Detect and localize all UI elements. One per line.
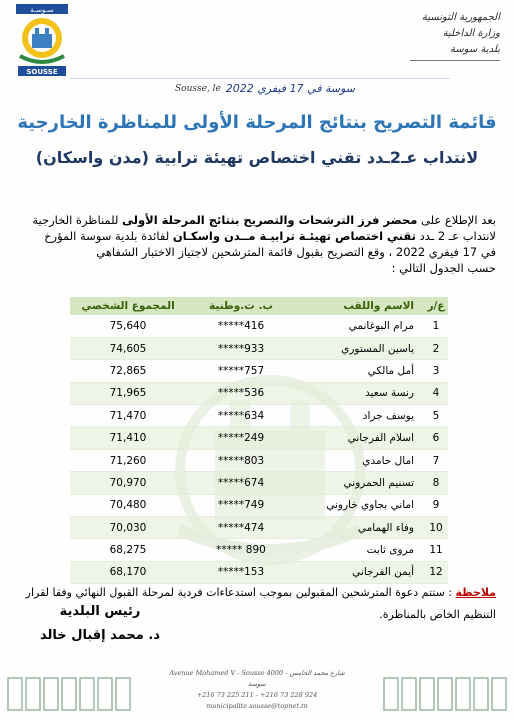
- cell-name: رنسة سعيد: [296, 382, 424, 404]
- sousse-logo-icon: [14, 4, 70, 78]
- table-row: [70, 517, 448, 539]
- intro-text: للمناظرة الخارجية: [32, 213, 123, 227]
- col-header-id: ب. ت.وطنية: [186, 297, 296, 315]
- cell-id: 536*****: [186, 382, 296, 404]
- cell-score: 68,275: [70, 539, 186, 561]
- footer-ornament-icon: [368, 674, 508, 714]
- footer-address: Avenue Mohamed V - Sousse 4000 شارع محمد الخامس - سوسة: [169, 669, 345, 688]
- note-label: ملاحظة: [455, 586, 496, 599]
- cell-name: وفاء الهمامي: [296, 517, 424, 539]
- document-subtitle: لانتداب عـ2ـدد تقني اختصاص تهيئة ترابية (مدن واسكان): [35, 148, 479, 167]
- cell-id: 674*****: [186, 472, 296, 494]
- cell-name: مرام البوغانمي: [296, 315, 424, 337]
- cell-name: أيمن الفرجاني: [296, 561, 424, 583]
- cell-number: 2: [424, 337, 448, 359]
- col-header-number: ع/ر: [424, 297, 448, 315]
- cell-name: اماني بجاوي خاروني: [296, 494, 424, 516]
- intro-paragraph: [22, 212, 496, 276]
- cell-number: 4: [424, 382, 448, 404]
- cell-number: 9: [424, 494, 448, 516]
- footer-ornament-icon: [6, 674, 146, 714]
- cell-number: 5: [424, 405, 448, 427]
- table-header-row: [70, 297, 448, 315]
- intro-text: بعد الإطلاع على: [417, 213, 496, 227]
- cell-id: 890 *****: [186, 539, 296, 561]
- cell-number: 6: [424, 427, 448, 449]
- cell-name: أمل مالكي: [296, 360, 424, 382]
- dateline-french: Sousse, le: [175, 84, 221, 94]
- cell-id: 933*****: [186, 337, 296, 359]
- note-line-1: [22, 582, 496, 604]
- table-row: [70, 427, 448, 449]
- col-header-name: الاسم واللقب: [296, 297, 424, 315]
- dateline: [175, 82, 355, 98]
- table-row: [70, 315, 448, 337]
- cell-score: 71,965: [70, 382, 186, 404]
- cell-name: تسنيم الحمروني: [296, 472, 424, 494]
- table-row: [70, 494, 448, 516]
- cell-score: 68,170: [70, 561, 186, 583]
- document-title: قائمة التصريح بنتائج المرحلة الأولى للمناظرة الخارجية: [17, 112, 497, 133]
- intro-line-1: [22, 212, 496, 228]
- intro-line-3: في 17 فيفري 2022 ، وقع التصريح بقبول قائمة المترشحين لاجتياز الاختبار الشفاهي: [96, 245, 496, 259]
- cell-score: 71,410: [70, 427, 186, 449]
- cell-number: 12: [424, 561, 448, 583]
- cell-score: 71,260: [70, 449, 186, 471]
- intro-line-2: [22, 228, 496, 244]
- intro-bold-text: تقني اختصاص تهيئـة ترابيـة مــدن واسكـان: [172, 229, 416, 243]
- cell-number: 1: [424, 315, 448, 337]
- table-row: [70, 472, 448, 494]
- cell-id: 249*****: [186, 427, 296, 449]
- cell-score: 72,865: [70, 360, 186, 382]
- results-table: [70, 297, 448, 584]
- signature-name: د. محمد إقبال خالد: [40, 628, 160, 643]
- table-row: [70, 337, 448, 359]
- dateline-arabic: سوسة في 17 فيفري 2022: [225, 82, 355, 95]
- footer: [0, 668, 514, 720]
- cell-name: ياسين المستوري: [296, 337, 424, 359]
- table-row: [70, 539, 448, 561]
- cell-score: 70,480: [70, 494, 186, 516]
- footer-contact: [160, 668, 354, 712]
- intro-bold-text: محضر فرز الترشحات والتصريح بنتائج المرحلة الأولى: [122, 213, 418, 227]
- cell-number: 7: [424, 449, 448, 471]
- footer-phone: +216 73 225 211 - +216 73 228 924: [196, 691, 318, 699]
- table-row: [70, 449, 448, 471]
- header-issuer: [370, 10, 500, 61]
- table-row: [70, 360, 448, 382]
- cell-name: يوسف جراد: [296, 405, 424, 427]
- logo-text: SOUSSE: [26, 68, 58, 76]
- cell-id: 803*****: [186, 449, 296, 471]
- intro-line-4: حسب الجدول التالي :: [391, 261, 496, 275]
- cell-id: 634*****: [186, 405, 296, 427]
- cell-name: اسلام الفرجاني: [296, 427, 424, 449]
- header-underline: [410, 60, 500, 61]
- cell-name: مروى ثابت: [296, 539, 424, 561]
- col-header-score: المجموع الشخصي: [70, 297, 186, 315]
- cell-score: 74,605: [70, 337, 186, 359]
- note-line-2: التنظيم الخاص بالمناظرة.: [379, 608, 496, 621]
- table-row: [70, 405, 448, 427]
- cell-id: 757*****: [186, 360, 296, 382]
- cell-id: 153*****: [186, 561, 296, 583]
- svg-text:سـوسـة: سـوسـة: [30, 6, 54, 14]
- intro-text: لفائدة بلدية سوسة المؤرخ: [44, 229, 173, 243]
- header-divider: [70, 78, 450, 79]
- table-row: [70, 561, 448, 583]
- cell-score: 75,640: [70, 315, 186, 337]
- note-text: : ستتم دعوة المترشحين المقبولين بموجب استدعاءات فردية لمرحلة القبول النهائي وفقا لقرار: [25, 586, 456, 599]
- cell-score: 70,970: [70, 472, 186, 494]
- signature-title: رئيس البلدية: [59, 604, 141, 619]
- cell-id: 474*****: [186, 517, 296, 539]
- footer-email: municipalite.sousse@topnet.tn: [206, 702, 308, 710]
- cell-id: 416*****: [186, 315, 296, 337]
- header-municipality: بلدية سوسة: [450, 44, 500, 55]
- header-republic: الجمهورية التونسية: [421, 12, 500, 23]
- cell-score: 71,470: [70, 405, 186, 427]
- cell-number: 11: [424, 539, 448, 561]
- cell-number: 8: [424, 472, 448, 494]
- cell-id: 749*****: [186, 494, 296, 516]
- cell-score: 70,030: [70, 517, 186, 539]
- cell-name: امال حامدي: [296, 449, 424, 471]
- cell-number: 3: [424, 360, 448, 382]
- intro-text: لانتداب عـ 2 ـدد: [415, 229, 496, 243]
- header-ministry: وزارة الداخلية: [442, 28, 500, 39]
- table-row: [70, 382, 448, 404]
- cell-number: 10: [424, 517, 448, 539]
